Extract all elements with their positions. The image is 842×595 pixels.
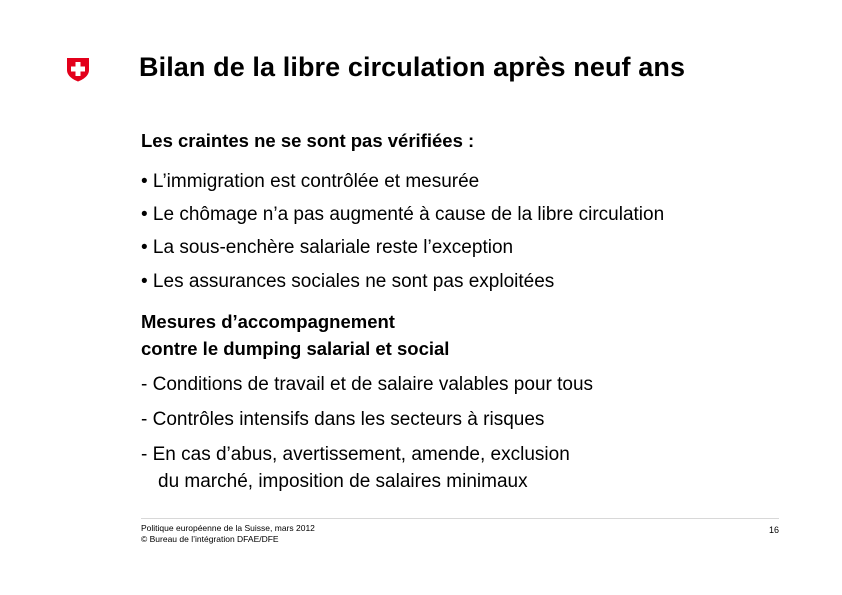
section2-item-2: - Contrôles intensifs dans les secteurs à risques: [141, 409, 545, 430]
section2-item-3-line1: - En cas d’abus, avertissement, amende, exclusion: [141, 444, 570, 465]
page-number: 16: [769, 525, 780, 535]
section1-bullet-4: • Les assurances sociales ne sont pas exploitées: [141, 271, 555, 292]
footer-line-2: © Bureau de l’intégration DFAE/DFE: [141, 534, 279, 544]
section1-bullet-1: • L’immigration est contrôlée et mesurée: [141, 171, 480, 192]
section2-item-3-line2: du marché, imposition de salaires minimaux: [158, 471, 528, 492]
footer-line-1: Politique européenne de la Suisse, mars 2012: [141, 523, 315, 533]
section2-item-1: - Conditions de travail et de salaire valables pour tous: [141, 374, 594, 395]
section1-heading: Les craintes ne se sont pas vérifiées :: [141, 130, 475, 151]
slide-title: Bilan de la libre circulation après neuf ans: [139, 52, 686, 82]
section2-heading: [141, 308, 801, 362]
section2-heading-line2: contre le dumping salarial et social: [141, 338, 450, 359]
section2-heading-line1: Mesures d’accompagnement: [141, 311, 395, 332]
section1-bullet-2: • Le chômage n’a pas augmenté à cause de la libre circulation: [141, 204, 665, 225]
section2-item-3: [141, 441, 801, 495]
slide-content: [141, 127, 801, 495]
section1-bullet-3: • La sous-enchère salariale reste l’exception: [141, 237, 514, 258]
swiss-cross-shield-icon: [66, 57, 90, 82]
footer-divider: [141, 518, 779, 519]
footer-source: [141, 523, 315, 545]
